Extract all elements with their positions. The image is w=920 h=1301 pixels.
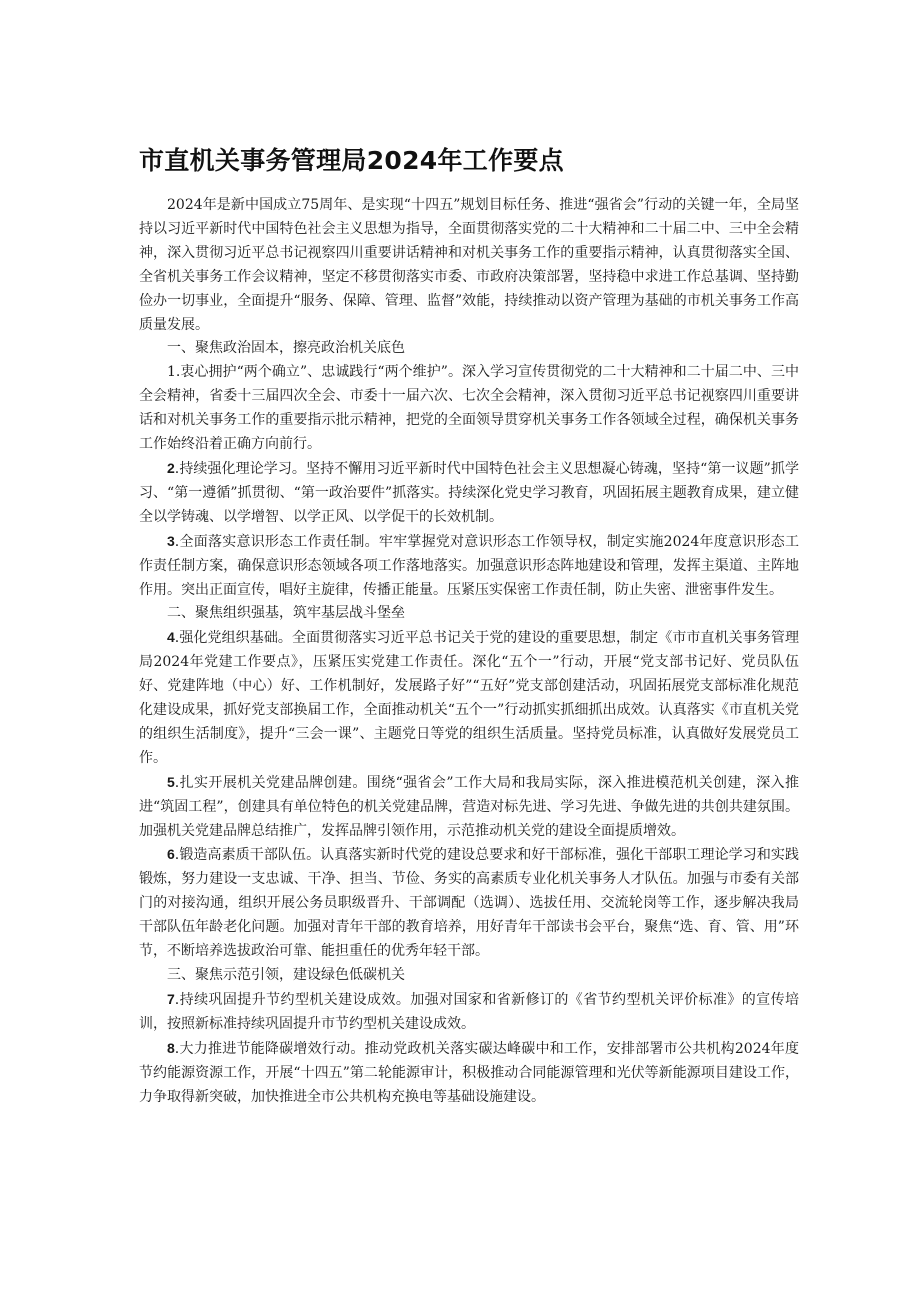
paragraph-text: .全面落实意识形态工作责任制。牢牢掌握党对意识形态工作领导权，制定实施2024年度意识形态工作责任制方案，确保意识形态领域各项工作落地落实。加强意识形态阵地建设和管理，发挥主渠道、主阵地作用。突出正面宣传，唱好主旋律，传播正能量。压紧压实保密工作责任制，防止失密、泄密事件发生。	[139, 533, 799, 598]
paragraph-text: .大力推进节能降碳增效行动。推动党政机关落实碳达峰碳中和工作，安排部署市公共机构2024年度节约能源资源工作，开展“十四五”第二轮能源审计，积极推动合同能源管理和光伏等新能源项目建设工作，力争取得新突破，加快推进全市公共机构充换电等基础设施建设。	[139, 1040, 799, 1105]
paragraph-text: 三、聚焦示范引领，建设绿色低碳机关	[167, 967, 405, 983]
intro-paragraph	[139, 194, 799, 337]
item-number: 4	[167, 629, 175, 646]
list-item-paragraph	[139, 771, 799, 844]
paragraph-text: 2024年是新中国成立75周年、是实现“十四五”规划目标任务、推进“强省会”行动的关键一年，全局坚持以习近平新时代中国特色社会主义思想为指导，全面贯彻落实党的二十大精神和二十届二中、三中全会精神，深入贯彻习近平总书记视察四川重要讲话精神和对机关事务工作的重要指示精神，认真贯彻落实全国、全省机关事务工作会议精神，坚定不移贯彻落实市委、市政府决策部署，坚持稳中求进工作总基调、坚持勤俭办一切事业，全面提升“服务、保障、管理、监督”效能，持续推动以资产管理为基础的市机关事务工作高质量发展。	[139, 197, 799, 333]
list-item-paragraph	[139, 530, 799, 603]
list-item-paragraph	[139, 843, 799, 964]
section-heading	[139, 964, 799, 988]
section-heading	[139, 602, 799, 626]
item-number: 7	[167, 990, 175, 1007]
section-heading	[139, 337, 799, 361]
paragraph-text: .持续巩固提升节约型机关建设成效。加强对国家和省新修订的《省节约型机关评价标准》的宣传培训，按照新标准持续巩固提升市节约型机关建设成效。	[139, 991, 799, 1032]
item-number: 6	[167, 846, 175, 863]
item-number: 5	[167, 773, 175, 790]
paragraph-text: .扎实开展机关党建品牌创建。围绕“强省会”工作大局和我局实际，深入推进模范机关创建，深入推进“筑固工程”，创建具有单位特色的机关党建品牌，营造对标先进、学习先进、争做先进的共创共建氛围。加强机关党建品牌总结推广，发挥品牌引领作用，示范推动机关党的建设全面提质增效。	[139, 774, 799, 839]
item-number: 3	[167, 532, 175, 549]
list-item-paragraph	[139, 626, 799, 770]
paragraph-text: 一、聚焦政治固本，擦亮政治机关底色	[167, 340, 405, 357]
document-body	[139, 194, 799, 1109]
paragraph-text: 二、聚焦组织强基，筑牢基层战斗堡垒	[167, 605, 405, 622]
item-number: 8	[167, 1039, 175, 1056]
list-item-paragraph	[139, 457, 799, 530]
list-item-paragraph	[139, 1037, 799, 1110]
item-number: 2	[167, 459, 175, 476]
list-item-paragraph	[139, 361, 799, 457]
list-item-paragraph	[139, 988, 799, 1037]
paragraph-text: 1.衷心拥护“两个确立”、忠诚践行“两个维护”。深入学习宣传贯彻党的二十大精神和二十届二中、三中全会精神，省委十三届四次全会、市委十一届六次、七次全会精神，深入贯彻习近平总书记视察四川重要讲话和对机关事务工作的重要指示批示精神，把党的全面领导贯穿机关事务工作各领域全过程，确保机关事务工作始终沿着正确方向前行。	[139, 364, 799, 453]
paragraph-text: .锻造高素质干部队伍。认真落实新时代党的建设总要求和好干部标准，强化干部职工理论学习和实践锻炼，努力建设一支忠诚、干净、担当、节俭、务实的高素质专业化机关事务人才队伍。加强与市委有关部门的对接沟通，组织开展公务员职级晋升、干部调配（选调）、选拔任用、交流轮岗等工作，逐步解决我局干部队伍年龄老化问题。加强对青年干部的教育培养，用好青年干部读书会平台，聚焦“选、育、管、用”环节，不断培养选拔政治可靠、能担重任的优秀年轻干部。	[139, 847, 799, 960]
document-title: 市直机关事务管理局2024年工作要点	[139, 146, 564, 175]
paragraph-text: .强化党组织基础。全面贯彻落实习近平总书记关于党的建设的重要思想，制定《市市直机关事务管理局2024年党建工作要点》，压紧压实党建工作责任。深化“五个一”行动，开展“党支部书记好、党员队伍好、党建阵地（中心）好、工作机制好，发展路子好”“五好”党支部创建活动，巩固拓展党支部标准化规范化建设成果，抓好党支部换届工作，全面推动机关“五个一”行动抓实抓细抓出成效。认真落实《市直机关党的组织生活制度》，提升“三会一课”、主题党日等党的组织生活质量。坚持党员标准，认真做好发展党员工作。	[139, 630, 799, 766]
paragraph-text: .持续强化理论学习。坚持不懈用习近平新时代中国特色社会主义思想凝心铸魂，坚持“第一议题”抓学习、“第一遵循”抓贯彻、“第一政治要件”抓落实。持续深化党史学习教育，巩固拓展主题教育成果，建立健全以学铸魂、以学增智、以学正风、以学促干的长效机制。	[139, 460, 799, 525]
